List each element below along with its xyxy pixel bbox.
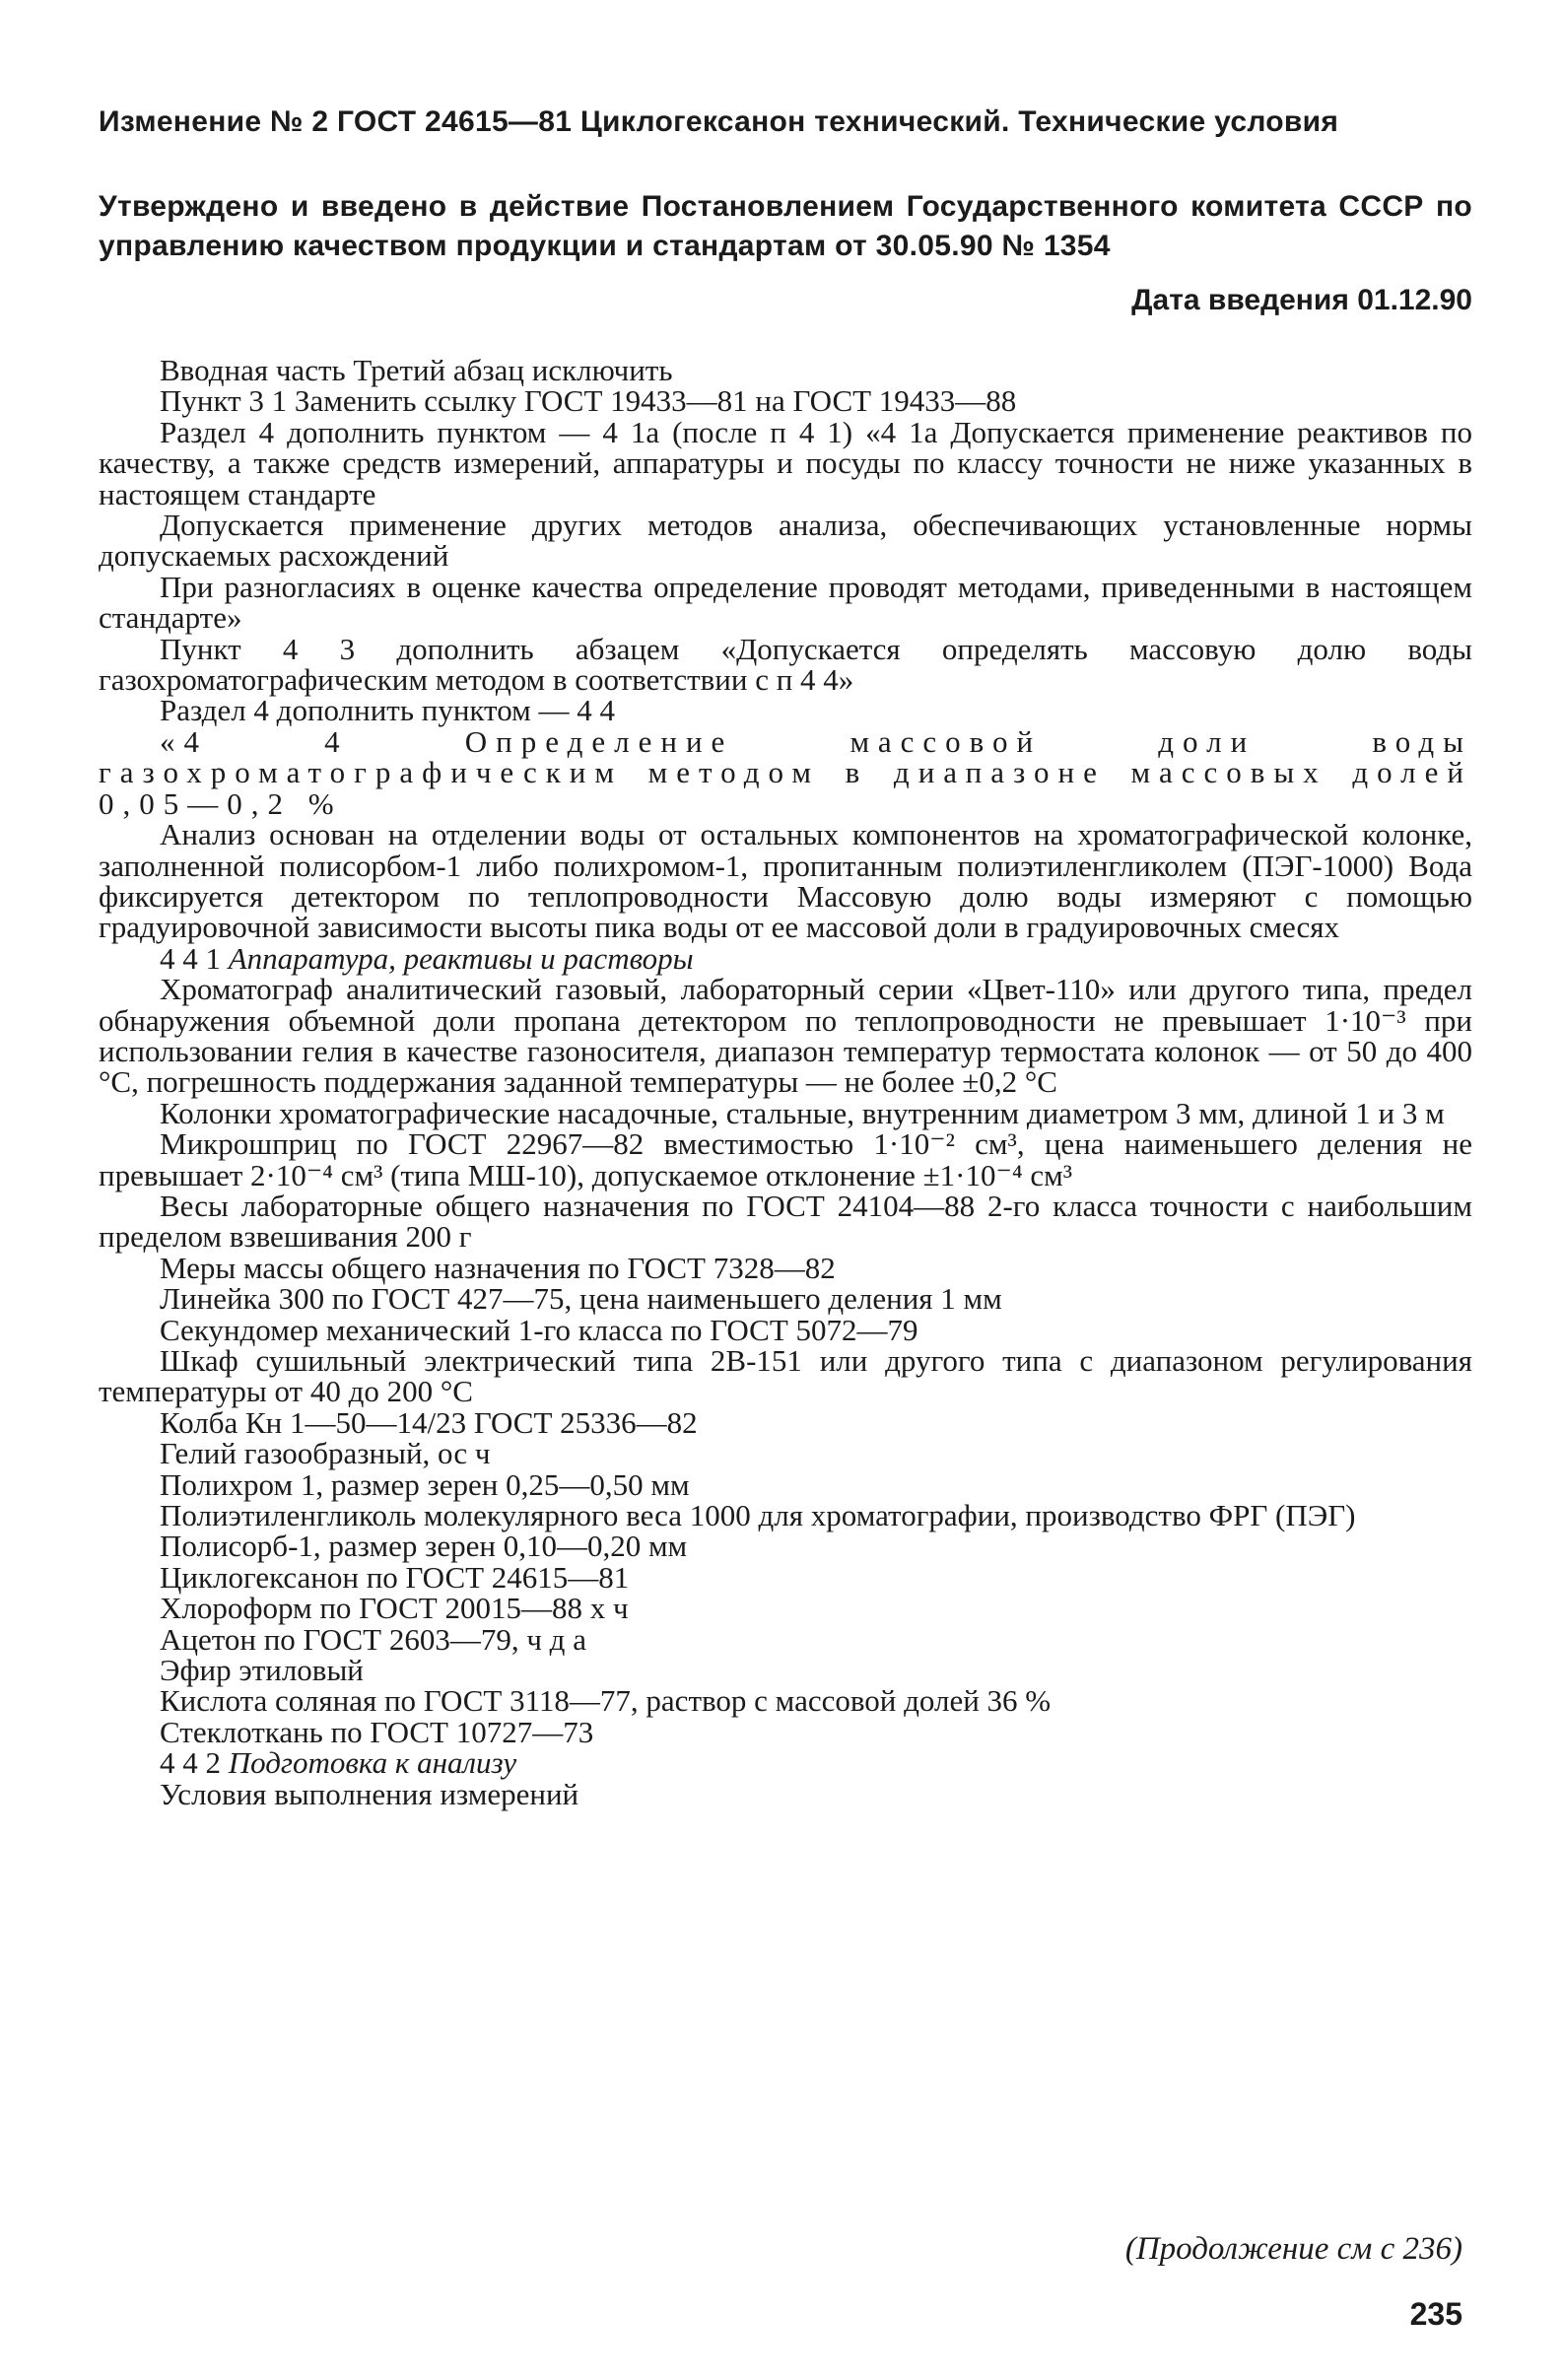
amendment-title: Изменение № 2 ГОСТ 24615—81 Циклогексанон технический. Технические условия — [99, 105, 1339, 138]
list-item: Шкаф сушильный электрический типа 2В-151 или другого типа с диапазоном регулирования температуры от 40 до 200 °С — [99, 1343, 1472, 1409]
paragraph: Раздел 4 дополнить пунктом — 4 4 — [160, 693, 615, 728]
paragraph: При разногласиях в оценке качества определение проводят методами, приведенными в настоящем стандарте» — [99, 569, 1472, 636]
paragraph: Раздел 4 дополнить пунктом — 4 1а (после п 4 1) «4 1а Допускается применение реактивов по качеству, а также средств измерений, аппаратуры и посуды по классу точности не ниже указанных в настоящем стандарте — [99, 414, 1472, 511]
paragraph: Пункт 4 3 дополнить абзацем «Допускается определять массовую долю воды газохроматографическим методом в соответствии с п 4 4» — [99, 631, 1472, 698]
list-item: Полиэтиленгликоль молекулярного веса 1000 для хроматографии, производство ФРГ (ПЭГ) — [160, 1498, 1356, 1533]
list-item: Стеклоткань по ГОСТ 10727—73 — [160, 1714, 594, 1749]
paragraph: Колонки хроматографические насадочные, стальные, внутренним диаметром 3 мм, длиной 1 и 3 м — [160, 1095, 1445, 1130]
paragraph: Вводная часть Третий абзац исключить — [160, 353, 673, 387]
subsection-heading-4-4-2 — [99, 1745, 1472, 1781]
list-item: Полихром 1, размер зерен 0,25—0,50 мм — [160, 1466, 690, 1502]
paragraph: Условия выполнения измерений — [160, 1776, 579, 1811]
list-item: Секундомер механический 1-го класса по ГОСТ 5072—79 — [160, 1312, 918, 1347]
paragraph: Анализ основан на отделении воды от остальных компонентов на хроматографической колонке, заполненной полисорбом-1 либо полихромом-1, пропитанным полиэтиленгликолем (ПЭГ-1000) Вода фиксируется детектором по теплопроводности Массовую долю воды измеряют с помощью градуировочной зависимости высоты пика воды от ее массовой доли в градуировочных смесях — [99, 817, 1472, 945]
list-item: Гелий газообразный, ос ч — [160, 1436, 491, 1471]
list-item: Полисорб-1, размер зерен 0,10—0,20 мм — [160, 1529, 688, 1564]
document-body — [99, 355, 1472, 1809]
paragraph: Весы лабораторные общего назначения по ГОСТ 24104—88 2-го класса точности с наибольшим пределом взвешивания 200 г — [99, 1188, 1472, 1255]
list-item: Кислота соляная по ГОСТ 3118—77, раствор с массовой долей 36 % — [160, 1683, 1052, 1719]
list-item: Линейка 300 по ГОСТ 427—75, цена наименьшего деления 1 мм — [160, 1281, 1002, 1317]
continuation-note: (Продолжение см с 236) — [1124, 2231, 1462, 2267]
subsection-number: 4 4 1 — [160, 940, 221, 976]
paragraph: Микрошприц по ГОСТ 22967—82 вместимостью 1·10⁻² см³, цена наименьшего деления не превышает 2·10⁻⁴ см³ (типа МШ-10), допускаемое отклонение ±1·10⁻⁴ см³ — [99, 1126, 1472, 1192]
approval-statement: Утверждено и введено в действие Постановлением Государственного комитета СССР по управлению качеством продукции и стандартам от 30.05.90 № 1354 — [99, 190, 1472, 262]
paragraph: Пункт 3 1 Заменить ссылку ГОСТ 19433—81 на ГОСТ 19433—88 — [160, 383, 1017, 419]
paragraph: Допускается применение других методов анализа, обеспечивающих установленные нормы допускаемых расхождений — [99, 508, 1472, 574]
effective-date: Дата введения 01.12.90 — [1131, 284, 1472, 316]
list-item: Эфир этиловый — [160, 1653, 364, 1688]
subsection-heading-4-4-1 — [99, 940, 1472, 976]
paragraph: Хроматограф аналитический газовый, лабораторный серии «Цвет-110» или другого типа, предел обнаружения объемной доли пропана детектором по теплопроводности не превышает 1·10⁻³ при использовании гелия в качестве газоносителя, диапазон температур термостата колонок — от 50 до 400 °С, погрешность поддержания заданной температуры — не более ±0,2 °С — [99, 972, 1472, 1100]
subsection-number: 4 4 2 — [160, 1745, 221, 1781]
page-number: 235 — [1409, 2296, 1462, 2332]
list-item: Хлороформ по ГОСТ 20015—88 х ч — [160, 1591, 629, 1626]
subsection-title: Подготовка к анализу — [228, 1745, 517, 1781]
subsection-title: Аппаратура, реактивы и растворы — [228, 940, 694, 976]
list-item: Колба Кн 1—50—14/23 ГОСТ 25336—82 — [160, 1404, 698, 1440]
list-item: Меры массы общего назначения по ГОСТ 7328—82 — [160, 1250, 836, 1285]
section-heading-4-4: «4 4 Определение массовой доли воды газохроматографическим методом в диапазоне массовых долей 0,05—0,2 % — [99, 723, 1472, 821]
list-item: Ацетон по ГОСТ 2603—79, ч д а — [160, 1621, 586, 1657]
list-item: Циклогексанон по ГОСТ 24615—81 — [160, 1559, 630, 1595]
